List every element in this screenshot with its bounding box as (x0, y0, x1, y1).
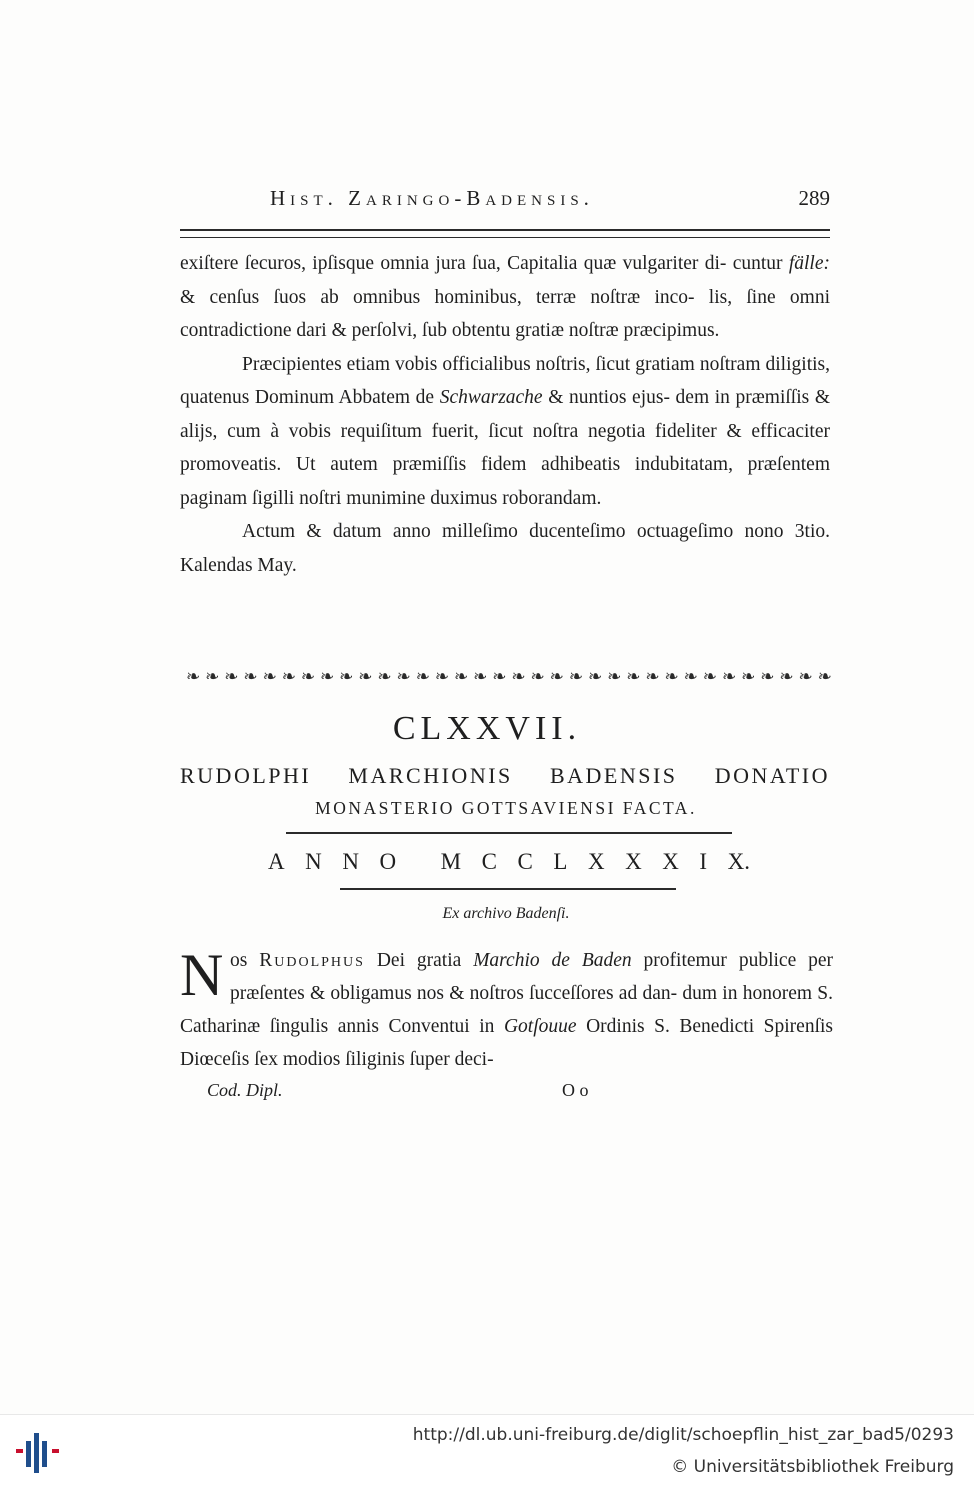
text-run: profitemur publice per præſentes & obligamus nos & noſtros ſucceſſores ad dan- dum in honorem S. Catharinæ ſingulis annis Conventui in (180, 950, 834, 1037)
ornament-link-icon: ❧ (587, 667, 603, 686)
italic-term: Marchio de Baden (473, 950, 632, 971)
italic-term: Schwarzache (439, 387, 543, 408)
body-paragraph (180, 348, 830, 516)
document-number: CLXXVII. (392, 710, 582, 747)
viewer-footer-bar (0, 1414, 974, 1486)
year-letter: X. (727, 849, 750, 874)
ornament-link-icon: ❧ (262, 667, 277, 686)
ornament-link-icon: ❧ (224, 667, 239, 686)
year-rule (340, 888, 676, 890)
ornament-link-icon: ❧ (779, 667, 794, 686)
title-rule (286, 832, 732, 834)
year-letter: X (587, 849, 605, 874)
copyright-notice: © Universitätsbibliothek Freiburg (671, 1457, 954, 1477)
year-letter: C (481, 849, 497, 874)
year-letter: A (268, 849, 285, 874)
signature-mark: O o (562, 1080, 589, 1100)
first-word-rest: os (230, 950, 248, 971)
ornament-link-icon: ❧ (492, 667, 507, 686)
ornament-link-icon: ❧ (396, 667, 411, 686)
title-word: BADENSIS (549, 763, 678, 788)
ornamental-divider (186, 663, 832, 691)
text-run: Actum & datum anno milleſimo ducenteſimo octuageſimo nono 3tio. Kalendas May. (180, 521, 830, 576)
year-line (268, 849, 750, 875)
ornament-link-icon: ❧ (607, 667, 622, 686)
issuer-name: Rudolphus (259, 950, 365, 971)
italic-term: fälle: (788, 253, 830, 274)
text-run: Ordinis S. Benedicti Spirenſis Diœceſis ſex modios ſiliginis ſuper deci- (180, 1016, 834, 1070)
ornament-link-icon: ❧ (358, 667, 373, 686)
charter-text (180, 944, 833, 1076)
ornament-link-icon: ❧ (549, 667, 564, 686)
page-number: 289 (798, 186, 830, 210)
body-paragraph (180, 515, 830, 582)
text-run: & cenſus ſuos ab omnibus hominibus, terræ noſtræ inco- lis, ſine omni contradictione dari & perſolvi, ſub obtentu gratiæ noſtræ præcipimus. (180, 286, 830, 341)
ornament-link-icon: ❧ (186, 667, 201, 686)
ornament-link-icon: ❧ (741, 667, 756, 686)
ornament-link-icon: ❧ (702, 667, 718, 686)
ornament-link-icon: ❧ (721, 667, 737, 686)
ornament-link-icon: ❧ (453, 667, 469, 686)
year-letter: C (517, 849, 533, 874)
title-word: RUDOLPHI (180, 763, 312, 788)
ornament-link-icon: ❧ (626, 667, 641, 686)
year-letter: N (305, 849, 322, 874)
codex-note: Cod. Dipl. (207, 1080, 283, 1100)
italic-term: Gotſouue (503, 1016, 577, 1037)
ornament-link-icon: ❧ (817, 667, 832, 686)
text-run: Dei gratia (364, 950, 474, 971)
ornament-link-icon: ❧ (683, 667, 698, 686)
year-letter: L (553, 849, 568, 874)
ornament-link-icon: ❧ (798, 667, 813, 686)
document-title-line-2: MONASTERIO GOTTSAVIENSI FACTA. (315, 798, 697, 818)
year-letter: X (625, 849, 642, 874)
year-letter: O (379, 849, 397, 874)
ornament-link-icon: ❧ (281, 667, 296, 686)
ornament-link-icon: ❧ (568, 667, 584, 686)
text-run: exiſtere ſecuros, ipſisque omnia jura ſua, Capitalia quæ vulgariter di- cuntur (180, 253, 789, 274)
year-letter: X (662, 849, 679, 874)
drop-cap: N (180, 942, 224, 1008)
ornament-link-icon: ❧ (300, 667, 316, 686)
source-note: Ex archivo Badenſi. (442, 905, 570, 922)
library-logo-icon[interactable] (14, 1431, 62, 1475)
title-word: DONATIO (714, 763, 830, 788)
text-run: & nuntios ejus- dem in præmiſſis & alijs, cum à vobis requiſitum fuerit, ſicut noſtra negotia fideliter & efficaciter promoveatis. Ut autem præmiſſis fidem adhibeatis indubitatam, præſentem paginam ſigilli noſtri munimine duximus roborandam. (180, 387, 830, 509)
ornament-link-icon: ❧ (511, 667, 526, 686)
running-head (180, 186, 830, 218)
document-title-line-1 (180, 763, 830, 789)
ornament-link-icon: ❧ (377, 667, 392, 686)
ornament-link-icon: ❧ (434, 667, 450, 686)
ornament-link-icon: ❧ (473, 667, 488, 686)
year-letter: N (342, 849, 359, 874)
ornament-link-icon: ❧ (415, 667, 430, 686)
header-rule (180, 229, 830, 238)
ornament-link-icon: ❧ (339, 667, 354, 686)
permalink-url[interactable]: http://dl.ub.uni-freiburg.de/diglit/schoepflin_hist_zar_bad5/0293 (412, 1425, 954, 1445)
ornament-link-icon: ❧ (645, 667, 660, 686)
text-run: Præcipientes etiam vobis officialibus noſtris, ſicut gratiam noſtram diligitis, quatenus Dominum Abbatem de (180, 353, 830, 408)
ornament-link-icon: ❧ (530, 667, 545, 686)
ornament-link-icon: ❧ (760, 667, 775, 686)
page-footer (207, 1080, 707, 1101)
year-letter: M (440, 849, 462, 874)
ornament-link-icon: ❧ (664, 667, 679, 686)
running-title: Hist. Zaringo-Badensis. (270, 186, 594, 210)
year-letter: I (699, 849, 708, 874)
body-text (180, 247, 830, 582)
ornament-link-icon: ❧ (319, 667, 335, 686)
body-paragraph (180, 247, 830, 348)
ornament-link-icon: ❧ (243, 667, 258, 686)
ornament-link-icon: ❧ (205, 667, 220, 686)
title-word: MARCHIONIS (348, 763, 513, 788)
